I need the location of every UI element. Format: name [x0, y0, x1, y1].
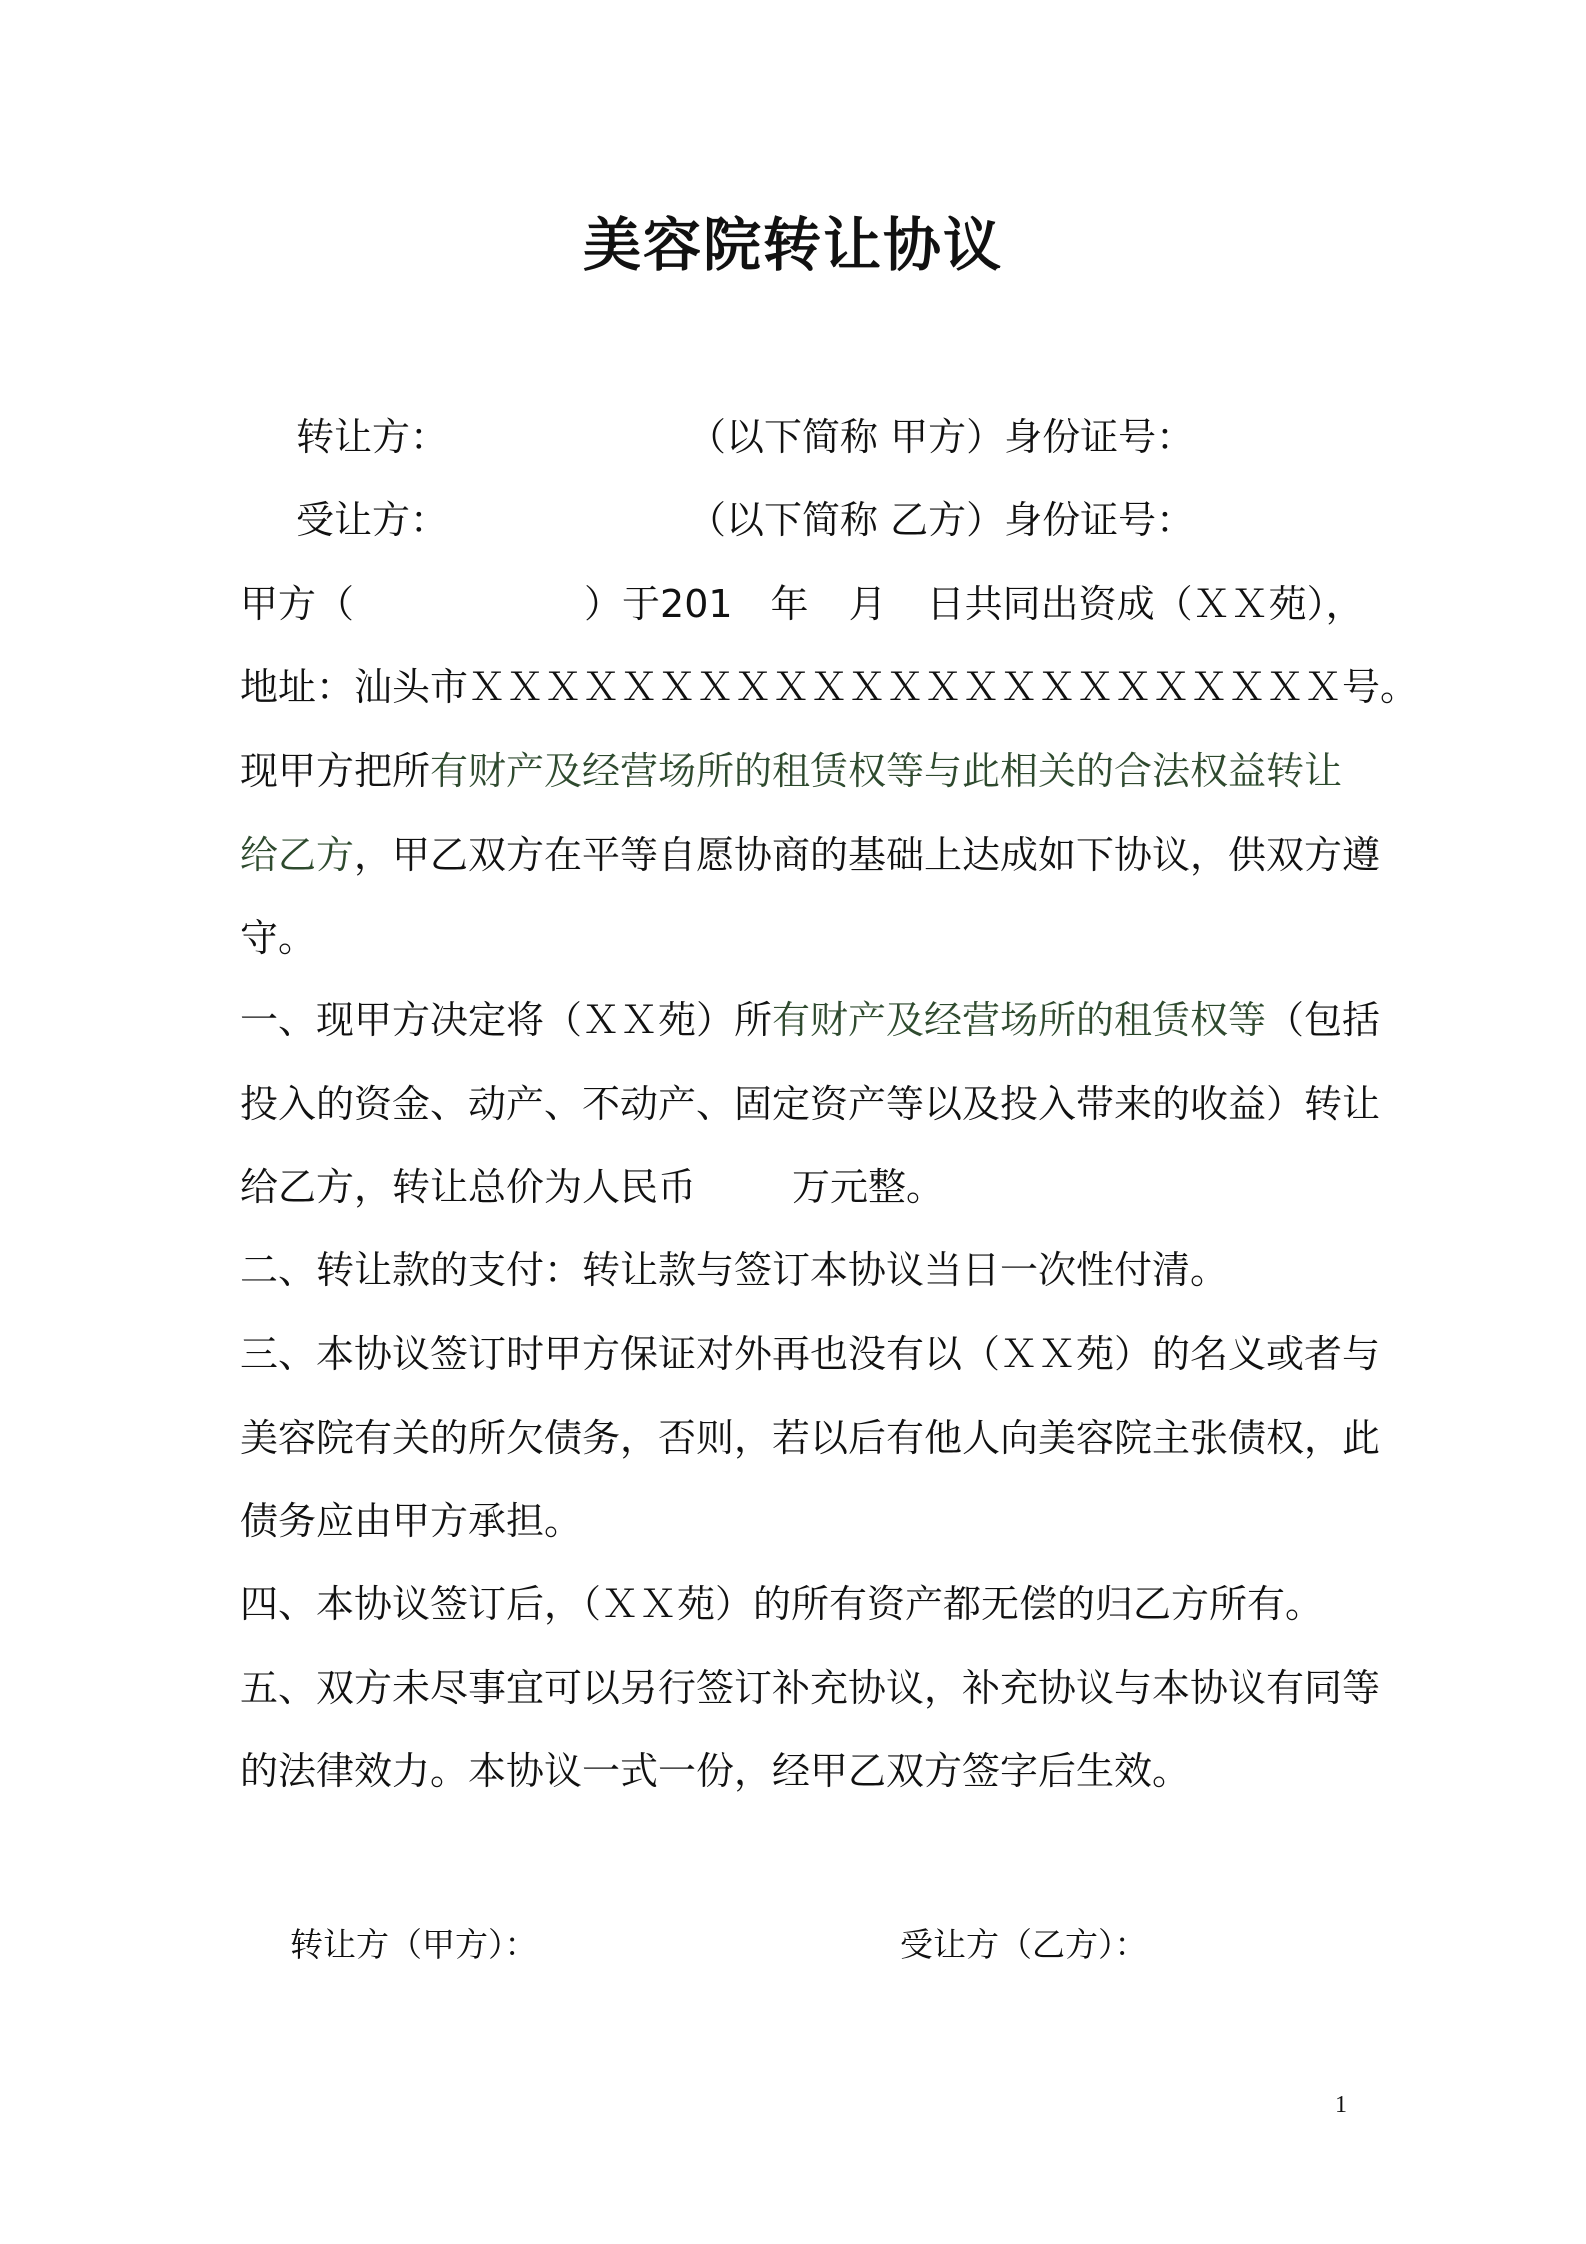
- clause-text: 万元整。: [792, 1165, 945, 1209]
- clause-1-line-1: [240, 990, 1380, 1050]
- clause-2: 二、转让款的支付：转让款与签订本协议当日一次性付清。: [240, 1248, 1229, 1292]
- clause-5-line-2: 的法律效力。本协议一式一份，经甲乙双方签字后生效。: [240, 1749, 1191, 1793]
- transferor-line: [296, 407, 1194, 467]
- intro-text: 日共同出资成（ＸＸ苑），: [926, 582, 1364, 626]
- intro-text-green: 有财产及经营场所的租赁权等与此相关的合法权益转让: [430, 749, 1343, 793]
- intro-text: 月: [848, 582, 887, 626]
- intro-line-2: 地址：汕头市ＸＸＸＸＸＸＸＸＸＸＸＸＸＸＸＸＸＸＸＸＸＸＸ号。: [240, 665, 1419, 709]
- clause-text: 一、现甲方决定将（ＸＸ苑）所: [240, 998, 773, 1042]
- transferee-suffix: （以下简称 乙方）身份证号：: [688, 498, 1195, 542]
- intro-line-5: 守。: [240, 916, 317, 960]
- transferor-signature-label: 转让方（甲方）：: [290, 1925, 538, 1964]
- intro-text: 年: [770, 582, 809, 626]
- intro-line-3: [240, 741, 1342, 801]
- clause-1-line-3: [240, 1157, 944, 1217]
- clause-5-line-1: 五、双方未尽事宜可以另行签订补充协议，补充协议与本协议有同等: [240, 1666, 1381, 1710]
- intro-text-green: 给乙方: [240, 833, 355, 877]
- clause-text: 给乙方，转让总价为人民币: [240, 1165, 697, 1209]
- transferor-label: 转让方：: [296, 415, 449, 459]
- clause-3-line-1: 三、本协议签订时甲方保证对外再也没有以（ＸＸ苑）的名义或者与: [240, 1332, 1381, 1376]
- intro-text: ）于201: [584, 582, 733, 626]
- transferee-signature-label: 受让方（乙方）：: [900, 1925, 1148, 1964]
- clause-text-green: 有财产及经营场所的租赁权等: [772, 998, 1267, 1042]
- clause-4: 四、本协议签订后，（ＸＸ苑）的所有资产都无偿的归乙方所有。: [240, 1582, 1324, 1626]
- document-title: 美容院转让协议: [582, 211, 1003, 279]
- clause-3-line-3: 债务应由甲方承担。: [240, 1499, 583, 1543]
- clause-text: （包括: [1266, 998, 1381, 1042]
- clause-3-line-2: 美容院有关的所欠债务，否则，若以后有他人向美容院主张债权，此: [240, 1416, 1381, 1460]
- intro-text: ，甲乙双方在平等自愿协商的基础上达成如下协议，供双方遵: [354, 833, 1381, 877]
- page-number: 1: [1335, 2092, 1347, 2118]
- intro-text: 甲方（: [240, 582, 355, 626]
- transferee-label: 受让方：: [296, 498, 449, 542]
- intro-text: 现甲方把所: [240, 749, 431, 793]
- transferee-line: [296, 490, 1194, 550]
- transferor-suffix: （以下简称 甲方）身份证号：: [688, 415, 1195, 459]
- intro-line-1: [240, 574, 1364, 634]
- clause-1-line-2: 投入的资金、动产、不动产、固定资产等以及投入带来的收益）转让: [240, 1082, 1381, 1126]
- intro-line-4: [240, 825, 1380, 885]
